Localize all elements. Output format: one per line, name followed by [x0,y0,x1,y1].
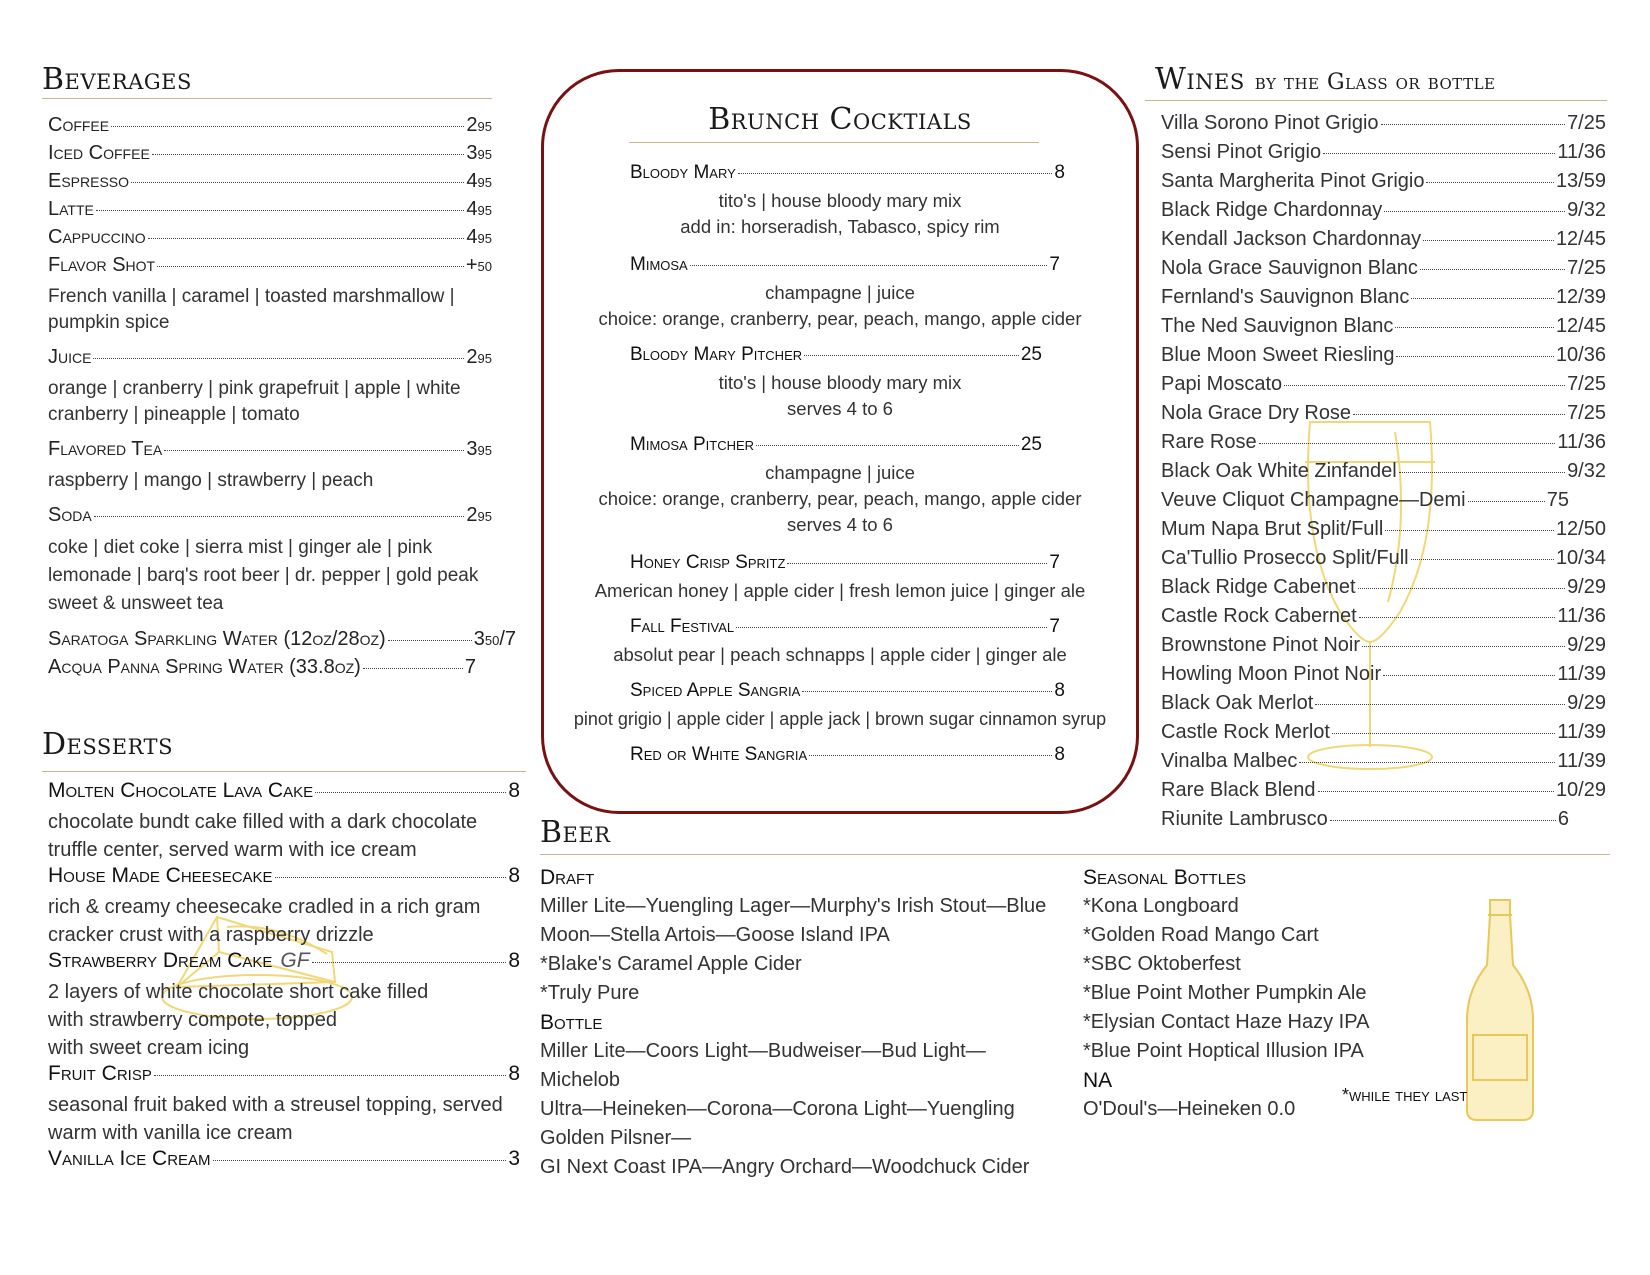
wine-name: Nola Grace Sauvignon Blanc [1161,257,1418,279]
item-description: add in: horseradish, Tabasco, spicy rim [680,216,1000,237]
beverages-title: Beverages [42,62,192,97]
wine-name: Rare Black Blend [1161,779,1316,801]
wine-name: Castle Rock Cabernet [1161,605,1357,627]
wine-item [1161,170,1606,199]
wine-name: Sensi Pinot Grigio [1161,141,1322,163]
wine-item [1161,373,1606,402]
wine-price: 11/36 [1557,141,1606,163]
wine-item [1161,112,1606,141]
desserts-section [42,727,522,1170]
wine-name: Black Oak Merlot [1161,692,1314,714]
wine-name: Fernland's Sauvignon Blanc [1161,286,1410,308]
item-description: absolut pear | peach schnapps | apple cider | ginger ale [613,644,1067,665]
menu-item: Vanilla Ice Cream 3 [48,1147,520,1170]
beer-line: *Blake's Caramel Apple Cider [540,953,802,975]
item-description: choice: orange, cranberry, pear, peach, mango, apple cider [598,488,1082,509]
menu-item: Mimosa Pitcher 25 [630,434,1042,455]
cocktails-rule [629,142,1039,143]
beverages-list [48,114,516,684]
wine-item [1161,228,1606,257]
item-description: serves 4 to 6 [787,398,893,419]
wine-price: 11/36 [1557,431,1606,453]
beer-line: Miller Lite—Coors Light—Budweiser—Bud Light—Michelob [540,1040,986,1091]
wine-item [1161,779,1606,808]
menu-item: Strawberry Dream Cake GF 8 [48,949,520,972]
wine-price: 12/45 [1555,315,1606,337]
wine-price: 12/39 [1555,286,1606,308]
menu-item: Bloody Mary 8 [630,162,1065,183]
wine-name: Kendall Jackson Chardonnay [1161,228,1422,250]
wine-name: Blue Moon Sweet Riesling [1161,344,1395,366]
item-description: serves 4 to 6 [787,514,893,535]
wine-price: 10/29 [1555,779,1606,801]
menu-item: Red or White Sangria 8 [630,744,1065,765]
wine-name: Santa Margherita Pinot Grigio [1161,170,1425,192]
menu-item: Bloody Mary Pitcher 25 [630,344,1042,365]
wine-item [1161,460,1606,489]
wine-name: Black Ridge Chardonnay [1161,199,1383,221]
item-description: 2 layers of white chocolate short cake filled with strawberry compote, topped with sweet cream icing [48,981,429,1059]
wine-item [1161,721,1606,750]
item-description: orange | cranberry | pink grapefruit | apple | white cranberry | pineapple | tomato [48,378,461,425]
wine-name: Mum Napa Brut Split/Full [1161,518,1384,540]
item-description: coke | diet coke | sierra mist | ginger ale | pink lemonade | barq's root beer | dr. pepper | gold peak sweet & unsweet tea [48,537,479,614]
item-description: French vanilla | caramel | toasted marshmallow | pumpkin spice [48,286,455,333]
wine-price: 9/29 [1567,692,1606,714]
wine-item [1161,431,1606,460]
wine-name: Castle Rock Merlot [1161,721,1330,743]
wine-price: 7/25 [1567,257,1606,279]
menu-item: Honey Crisp Spritz 7 [630,552,1060,573]
menu-item: Saratoga Sparkling Water (12oz/28oz) 3 50 /7 [48,628,516,650]
beer-line: GI Next Coast IPA—Angry Orchard—Woodchuck Cider [540,1156,1030,1178]
item-description: raspberry | mango | strawberry | peach [48,470,374,491]
wine-price: 7/25 [1567,402,1606,424]
menu-item: Acqua Panna Spring Water (33.8oz) 7 [48,656,476,678]
wine-price: 9/29 [1567,576,1606,598]
beer-line: Golden Pilsner— [540,1127,692,1149]
beer-line: Moon—Stella Artois—Goose Island IPA [540,924,890,946]
wines-section [1155,62,1610,830]
menu-item: Flavored Tea 3 95 [48,438,492,460]
desserts-rule [42,771,526,772]
beer-title: Beer [540,815,611,850]
wine-item [1161,808,1569,837]
beer-line: *SBC Oktoberfest [1083,953,1241,975]
beer-line: *Truly Pure [540,982,640,1004]
wine-item [1161,518,1606,547]
wine-price: 11/36 [1557,605,1606,627]
cocktails-list [544,152,1136,770]
menu-item: Latte 4 95 [48,198,492,220]
menu-item: Coffee 2 95 [48,114,492,136]
wine-item [1161,750,1606,779]
menu-item: Soda 2 95 [48,504,492,526]
wine-price: 9/32 [1567,199,1606,221]
wine-price: 10/36 [1555,344,1606,366]
wine-item [1161,199,1606,228]
beer-line: *Golden Road Mango Cart [1083,924,1319,946]
beer-line: *Blue Point Hoptical Illusion IPA [1083,1040,1364,1062]
gluten-free-tag: GF [280,949,310,972]
desserts-list [48,779,524,1176]
wine-item [1161,634,1606,663]
wine-name: Black Ridge Cabernet [1161,576,1356,598]
wine-price: 6 [1557,808,1569,830]
menu-item: Flavor Shot + 50 [48,254,492,276]
beer-col-left [540,863,1060,1182]
wine-name: Ca'Tullio Prosecco Split/Full [1161,547,1409,569]
wines-title: Wines by the Glass or bottle [1155,62,1496,97]
beverages-rule [42,98,492,99]
seasonal-label: Seasonal Bottles [1083,866,1247,889]
wine-item [1161,576,1606,605]
menu-item: Fall Festival 7 [630,616,1060,637]
while-they-last-note: *while they last [1342,1085,1468,1105]
wine-price: 10/34 [1555,547,1606,569]
beverages-section [42,62,516,678]
wine-name: Riunite Lambrusco [1161,808,1328,830]
beer-line: O'Doul's—Heineken 0.0 [1083,1098,1296,1120]
wine-name: Black Oak White Zinfandel [1161,460,1397,482]
wine-item [1161,547,1606,576]
wine-name: Vinalba Malbec [1161,750,1298,772]
wines-rule [1145,100,1607,101]
wine-item [1161,663,1606,692]
wine-item [1161,286,1606,315]
wine-item [1161,605,1606,634]
wine-name: Veuve Cliquot Champagne—Demi [1161,489,1466,511]
item-description: chocolate bundt cake filled with a dark chocolate truffle center, served warm with ice cream [48,811,478,861]
wine-item [1161,141,1606,170]
item-description: champagne | juice [765,462,915,483]
item-description: choice: orange, cranberry, pear, peach, mango, apple cider [598,308,1082,329]
wine-price: 9/29 [1567,634,1606,656]
item-description: tito's | house bloody mary mix [718,372,962,393]
cocktails-box [541,69,1139,814]
beer-line: *Kona Longboard [1083,895,1239,917]
menu-item: Juice 2 95 [48,346,492,368]
menu-item: Molten Chocolate Lava Cake 8 [48,779,520,802]
wine-price: 9/32 [1567,460,1606,482]
wine-item [1161,692,1606,721]
item-description: rich & creamy cheesecake cradled in a rich gram cracker crust with a raspberry drizzle [48,896,481,946]
menu-item: Espresso 4 95 [48,170,492,192]
bottle-label: Bottle [540,1011,603,1034]
wine-price: 11/39 [1557,721,1606,743]
item-description: tito's | house bloody mary mix [718,190,962,211]
item-description: seasonal fruit baked with a streusel topping, served warm with vanilla ice cream [48,1094,503,1144]
wine-name: Villa Sorono Pinot Grigio [1161,112,1379,134]
wine-price: 11/39 [1557,750,1606,772]
item-description: pinot grigio | apple cider | apple jack | brown sugar cinnamon syrup [573,709,1107,729]
beer-rule [540,854,1610,855]
desserts-title: Desserts [42,727,173,762]
item-description: American honey | apple cider | fresh lemon juice | ginger ale [594,580,1086,601]
wine-name: Howling Moon Pinot Noir [1161,663,1382,685]
beer-bottle-illustration [1455,895,1545,1125]
menu-item: Iced Coffee 3 95 [48,142,492,164]
menu-item: Fruit Crisp 8 [48,1062,520,1085]
wine-name: Brownstone Pinot Noir [1161,634,1360,656]
beer-line: Ultra—Heineken—Corona—Corona Light—Yuengling [540,1098,1015,1120]
wine-name: The Ned Sauvignon Blanc [1161,315,1394,337]
item-description: champagne | juice [765,282,915,303]
beer-line: *Blue Point Mother Pumpkin Ale [1083,982,1367,1004]
wine-item [1161,402,1606,431]
draft-label: Draft [540,866,595,889]
na-label: NA [1083,1069,1113,1092]
beer-line: Miller Lite—Yuengling Lager—Murphy's Irish Stout—Blue [540,895,1047,917]
menu-item: Spiced Apple Sangria 8 [630,680,1065,701]
wine-item [1161,315,1606,344]
menu-item: House Made Cheesecake 8 [48,864,520,887]
wine-price: 11/39 [1557,663,1606,685]
cocktails-title: Brunch Cocktials [708,102,972,137]
wine-price: 13/59 [1555,170,1606,192]
wine-item [1161,344,1606,373]
wine-price: 7/25 [1567,112,1606,134]
menu-item: Cappuccino 4 95 [48,226,492,248]
beer-line: *Elysian Contact Haze Hazy IPA [1083,1011,1370,1033]
wine-item [1161,489,1569,518]
wine-price: 12/45 [1555,228,1606,250]
wine-name: Nola Grace Dry Rose [1161,402,1352,424]
wine-name: Rare Rose [1161,431,1257,453]
menu-item: Mimosa 7 [630,254,1060,275]
wine-price: 7/25 [1567,373,1606,395]
wines-list [1161,112,1606,837]
wine-price: 12/50 [1555,518,1606,540]
wine-item [1161,257,1606,286]
wine-name: Papi Moscato [1161,373,1283,395]
wine-price: 75 [1546,489,1569,511]
